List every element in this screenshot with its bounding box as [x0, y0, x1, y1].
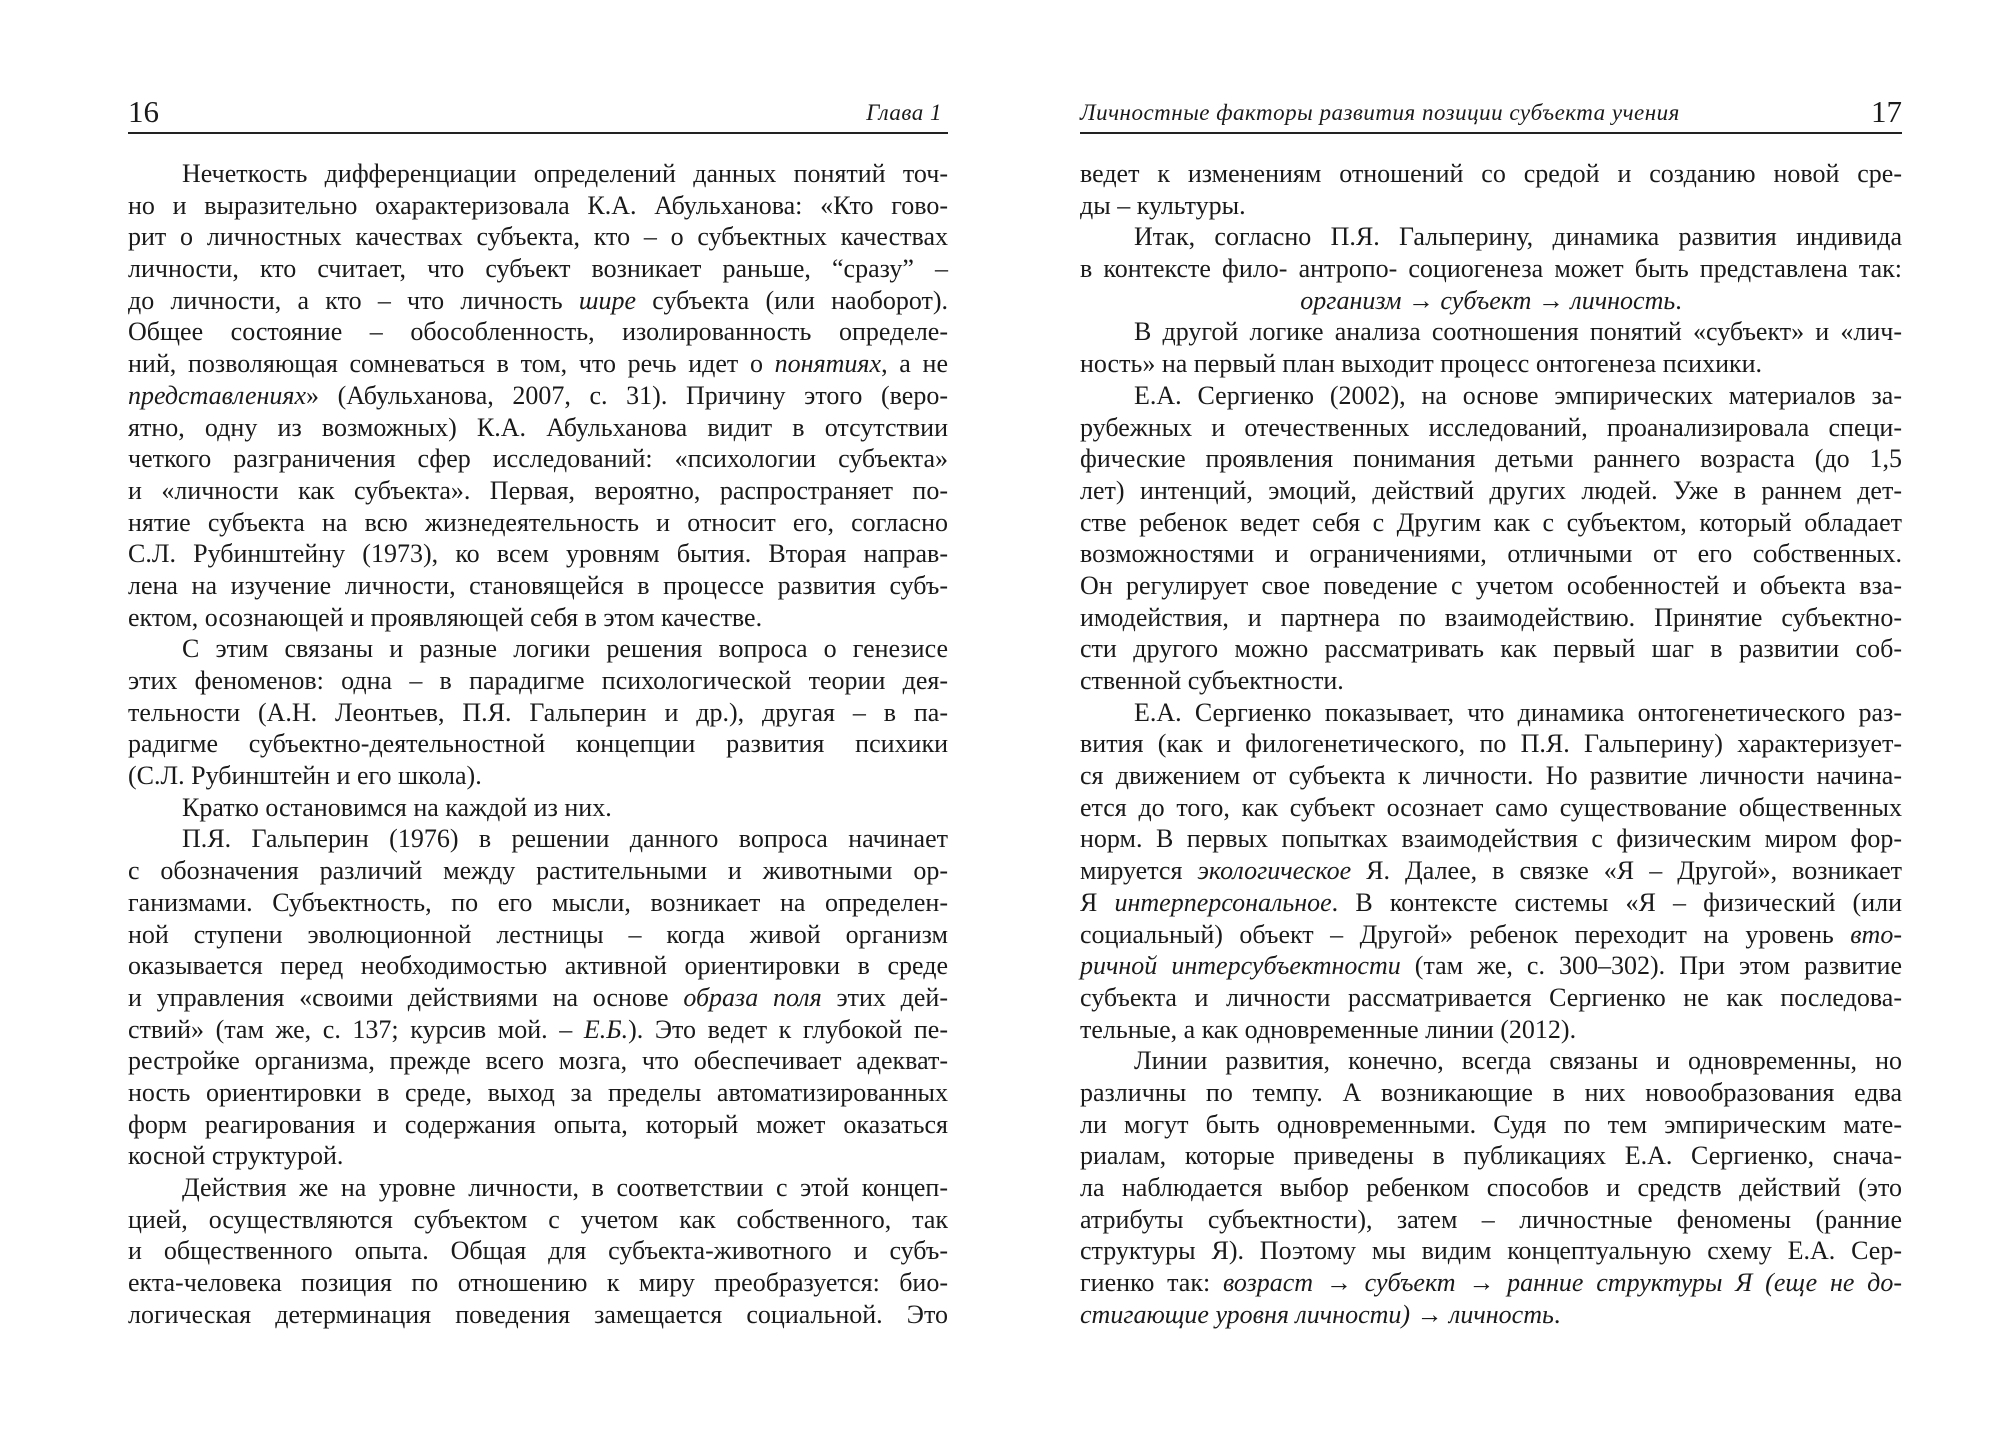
text-line: ной ступени эволюционной лестницы – когда живой организм	[128, 919, 948, 949]
text-line: ствий» (там же, с. 137; курсив мой. – Е.Б.). Это ведет к глубокой пе-	[128, 1014, 949, 1044]
text-line: рестройке организма, прежде всего мозга, что обеспечивает адекват-	[128, 1046, 948, 1076]
text-line: норм. В первых попытках взаимодействия с физическим миром фор-	[1080, 824, 1902, 854]
text-line: социальный) объект – Другой» ребенок переходит на уровень вто-	[1080, 919, 1902, 949]
text-line: ектом, осознающей и проявляющей себя в этом качестве.	[128, 602, 763, 632]
text-line: в контексте фило- антропо- социогенеза может быть представлена так:	[1080, 254, 1902, 284]
text-line: до личности, а кто – что личность шире субъекта (или наоборот).	[128, 285, 948, 315]
text-line: косной структурой.	[128, 1141, 344, 1171]
text-line: ся движением от субъекта к личности. Но развитие личности начина-	[1080, 761, 1902, 791]
text-line: ды – культуры.	[1080, 190, 1246, 220]
text-line: цией, осуществляются субъектом с учетом как собственного, так	[128, 1204, 948, 1234]
text-line: С этим связаны и разные логики решения вопроса о генезисе	[182, 634, 948, 664]
text-line: логическая детерминация поведения замещается социальной. Это	[128, 1299, 948, 1329]
text-line: Нечеткость дифференциации определений данных понятий точ-	[182, 159, 948, 188]
text-line: Линии развития, конечно, всегда связаны и одновременны, но	[1134, 1046, 1902, 1076]
left-page	[128, 0, 948, 1438]
left-page-text	[128, 158, 948, 1330]
text-line: (С.Л. Рубинштейн и его школа).	[128, 761, 482, 791]
text-line: и «личности как субъекта». Первая, вероятно, распространяет по-	[128, 475, 948, 505]
text-line: имодействия, и партнера по взаимодействию. Принятие субъектно-	[1080, 602, 1902, 632]
page-number: 17	[1871, 94, 1902, 129]
text-line: Я интерперсональное. В контексте системы «Я – физический (или	[1080, 887, 1902, 917]
text-line: организм → субъект → личность.	[1300, 285, 1682, 315]
text-line: представлениях» (Абульханова, 2007, с. 31). Причину этого (веро-	[128, 380, 948, 410]
left-page-header	[128, 92, 948, 134]
text-line: тельные, а как одновременные линии (2012).	[1080, 1014, 1577, 1044]
text-line: ведет к изменениям отношений со средой и созданию новой сре-	[1080, 159, 1902, 188]
text-line: Итак, согласно П.Я. Гальперину, динамика развития индивида	[1134, 222, 1902, 252]
text-line: ли могут быть одновременными. Судя по тем эмпирическим мате-	[1080, 1109, 1902, 1139]
running-head: Личностные факторы развития позиции субъекта учения	[1080, 100, 1680, 125]
text-line: Кратко остановимся на каждой из них.	[182, 792, 612, 822]
text-line: В другой логике анализа соотношения понятий «субъект» и «лич-	[1134, 317, 1902, 347]
text-line: риалам, которые приведены в публикациях Е.А. Сергиенко, снача-	[1080, 1141, 1902, 1171]
text-line: тельности (А.Н. Леонтьев, П.Я. Гальперин и др.), другая – в па-	[128, 697, 948, 727]
text-line: Общее состояние – обособленность, изолированность определе-	[128, 317, 948, 347]
right-page	[1080, 0, 1902, 1438]
text-line: фические проявления понимания детьми раннего возраста (до 1,5	[1080, 444, 1902, 474]
text-line: ричной интерсубъектности (там же, с. 300–302). При этом развитие	[1080, 951, 1902, 981]
text-line: Е.А. Сергиенко (2002), на основе эмпирических материалов за-	[1134, 380, 1902, 410]
text-line: рубежных и отечественных исследований, проанализировала специ-	[1080, 412, 1902, 442]
text-line: четкого разграничения сфер исследований: «психологии субъекта»	[128, 444, 948, 474]
text-line: форм реагирования и содержания опыта, который может оказаться	[128, 1109, 948, 1139]
page-number: 16	[128, 94, 159, 129]
text-line: лена на изучение личности, становящейся в процессе развития субъ-	[128, 570, 948, 600]
text-line: и общественного опыта. Общая для субъекта-животного и субъ-	[128, 1236, 948, 1266]
running-head: Глава 1	[866, 100, 942, 125]
text-line: ний, позволяющая сомневаться в том, что речь идет о понятиях, а не	[128, 349, 948, 379]
right-page-text	[1080, 158, 1902, 1330]
text-line: Он регулирует свое поведение с учетом особенностей и объекта вза-	[1080, 570, 1902, 600]
text-line: ятно, одну из возможных) К.А. Абульханова видит в отсутствии	[128, 412, 948, 442]
text-line: радигме субъектно-деятельностной концепции развития психики	[128, 729, 948, 759]
text-line: ность» на первый план выходит процесс онтогенеза психики.	[1080, 349, 1763, 379]
text-line: различны по темпу. А возникающие в них новообразования едва	[1080, 1077, 1902, 1107]
text-line: Е.А. Сергиенко показывает, что динамика онтогенетического раз-	[1134, 697, 1902, 727]
text-line: вития (как и филогенетического, по П.Я. Гальперину) характеризует-	[1080, 729, 1902, 759]
text-line: атрибуты субъектности), затем – личностные феномены (ранние	[1080, 1204, 1902, 1234]
text-line: нятие субъекта на всю жизнедеятельность и относит его, согласно	[128, 507, 948, 537]
text-line: екта-человека позиция по отношению к миру преобразуется: био-	[128, 1268, 948, 1298]
text-line: ственной субъектности.	[1080, 666, 1344, 695]
text-line: субъекта и личности рассматривается Сергиенко не как последова-	[1080, 982, 1902, 1012]
text-line: гиенко так: возраст → субъект → ранние структуры Я (еще не до-	[1080, 1268, 1902, 1298]
text-line: ла наблюдается выбор ребенком способов и средств действий (это	[1080, 1173, 1902, 1202]
text-line: оказывается перед необходимостью активной ориентировки в среде	[128, 951, 948, 981]
text-line: лет) интенций, эмоций, действий других людей. Уже в раннем дет-	[1080, 475, 1902, 505]
text-line: стигающие уровня личности) → личность.	[1080, 1299, 1561, 1329]
text-line: стве ребенок ведет себя с Другим как с субъектом, который обладает	[1080, 507, 1902, 537]
text-line: ется до того, как субъект осознает само существование общественных	[1080, 792, 1902, 822]
text-line: П.Я. Гальперин (1976) в решении данного вопроса начинает	[182, 824, 948, 854]
text-line: С.Л. Рубинштейну (1973), ко всем уровням бытия. Вторая направ-	[128, 539, 948, 569]
text-line: личности, кто считает, что субъект возникает раньше, “сразу” –	[128, 254, 948, 284]
right-page-header	[1080, 92, 1902, 134]
text-line: ность ориентировки в среде, выход за пределы автоматизированных	[128, 1077, 948, 1107]
text-line: но и выразительно охарактеризовала К.А. Абульханова: «Кто гово-	[128, 190, 948, 220]
text-line: этих феноменов: одна – в парадигме психологической теории дея-	[128, 666, 948, 695]
text-line: мируется экологическое Я. Далее, в связке «Я – Другой», возникает	[1080, 856, 1903, 886]
text-line: Действия же на уровне личности, в соответствии с этой концеп-	[182, 1173, 948, 1202]
text-line: и управления «своими действиями на основе образа поля этих дей-	[128, 982, 949, 1012]
text-line: возможностями и ограничениями, отличными от его собственных.	[1080, 539, 1902, 569]
text-line: ганизмами. Субъектность, по его мысли, возникает на определен-	[128, 887, 948, 917]
text-line: рит о личностных качествах субъекта, кто – о субъектных качествах	[128, 222, 948, 252]
text-line: с обозначения различий между растительными и животными ор-	[128, 856, 948, 886]
text-line: сти другого можно рассматривать как первый шаг в развитии соб-	[1080, 634, 1902, 664]
text-line: структуры Я). Поэтому мы видим концептуальную схему Е.А. Сер-	[1080, 1236, 1902, 1266]
